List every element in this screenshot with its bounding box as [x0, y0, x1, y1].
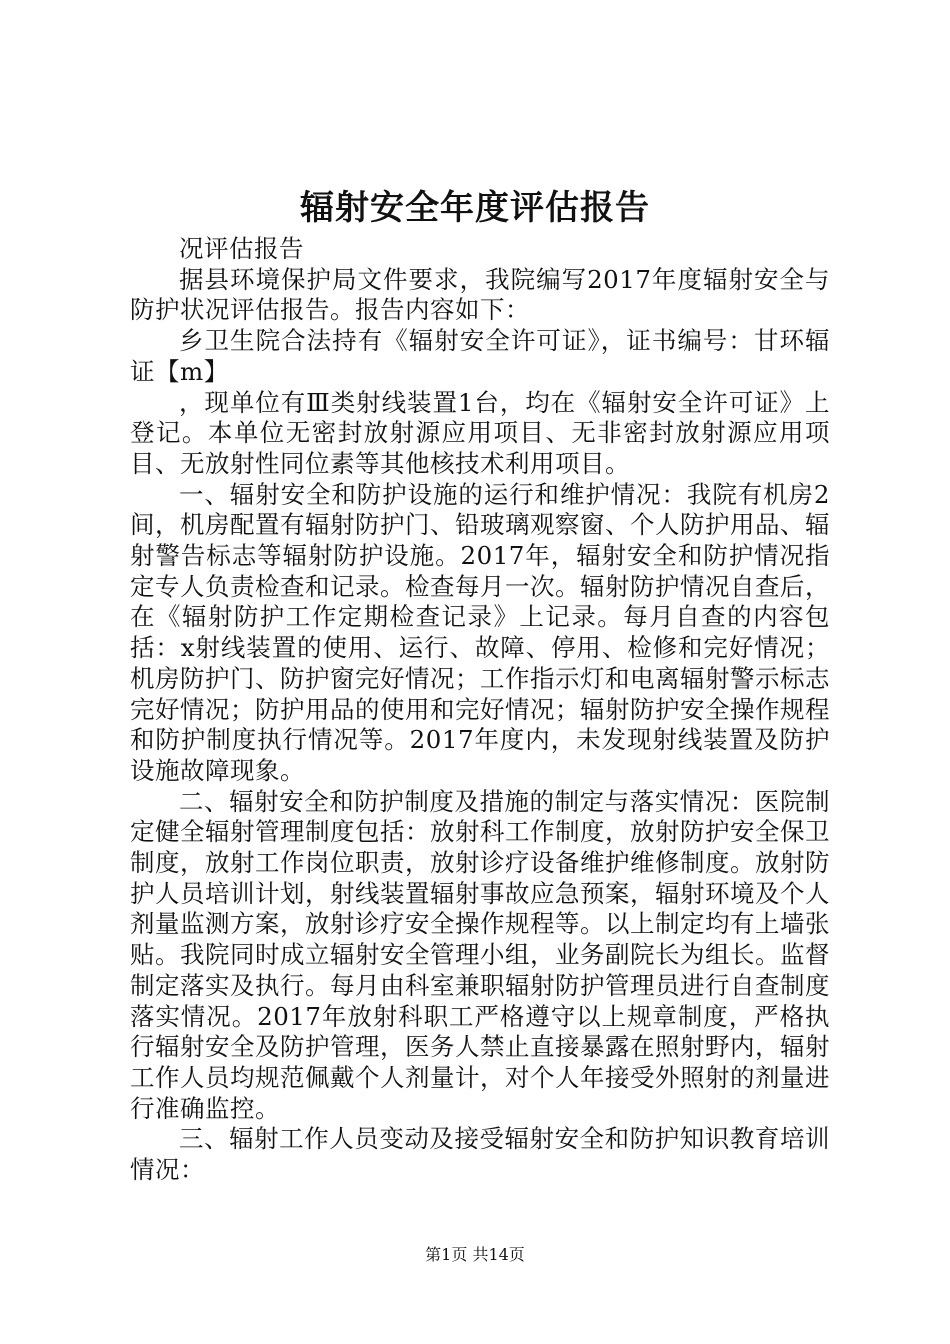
paragraph: 乡卫生院合法持有《辐射安全许可证》，证书编号：甘环辐证【m】	[130, 326, 830, 386]
paragraph: 二、辐射安全和防护制度及措施的制定与落实情况：医院制定健全辐射管理制度包括：放射科工作制度，放射防护安全保卫制度，放射工作岗位职责，放射诊疗设备维护维修制度。放射防护人员培训计划，射线装置辐射事故应急预案，辐射环境及个人剂量监测方案，放射诊疗安全操作规程等。以上制定均有上墙张贴。我院同时成立辐射安全管理小组，业务副院长为组长。监督制定落实及执行。每月由科室兼职辐射防护管理员进行自查制度落实情况。2017年放射科职工严格遵守以上规章制度，严格执行辐射安全及防护管理，医务人禁止直接暴露在照射野内，辐射工作人员均规范佩戴个人剂量计，对个人年接受外照射的剂量进行准确监控。	[130, 786, 830, 1123]
paragraph: 据县环境保护局文件要求，我院编写2017年度辐射安全与防护状况评估报告。报告内容如下：	[130, 264, 830, 325]
document-body	[130, 234, 830, 1186]
paragraph: 三、辐射工作人员变动及接受辐射安全和防护知识教育培训情况：	[130, 1124, 830, 1185]
page-footer: 第1页 共14页	[425, 1245, 525, 1264]
paragraph: 一、辐射安全和防护设施的运行和维护情况：我院有机房2间，机房配置有辐射防护门、铅玻璃观察窗、个人防护用品、辐射警告标志等辐射防护设施。2017年，辐射安全和防护情况指定专人负责检查和记录。检查每月一次。辐射防护情况自查后，在《辐射防护工作定期检查记录》上记录。每月自查的内容包括：x射线装置的使用、运行、故障、停用、检修和完好情况；机房防护门、防护窗完好情况；工作指示灯和电离辐射警示标志完好情况；防护用品的使用和完好情况；辐射防护安全操作规程和防护制度执行情况等。2017年度内，未发现射线装置及防护设施故障现象。	[130, 479, 830, 785]
document-title: 辐射安全年度评估报告	[300, 188, 650, 228]
paragraph: 况评估报告	[179, 234, 304, 263]
paragraph: ，现单位有Ⅲ类射线装置1台，均在《辐射安全许可证》上登记。本单位无密封放射源应用项目、无非密封放射源应用项目、无放射性同位素等其他核技术利用项目。	[130, 387, 830, 478]
